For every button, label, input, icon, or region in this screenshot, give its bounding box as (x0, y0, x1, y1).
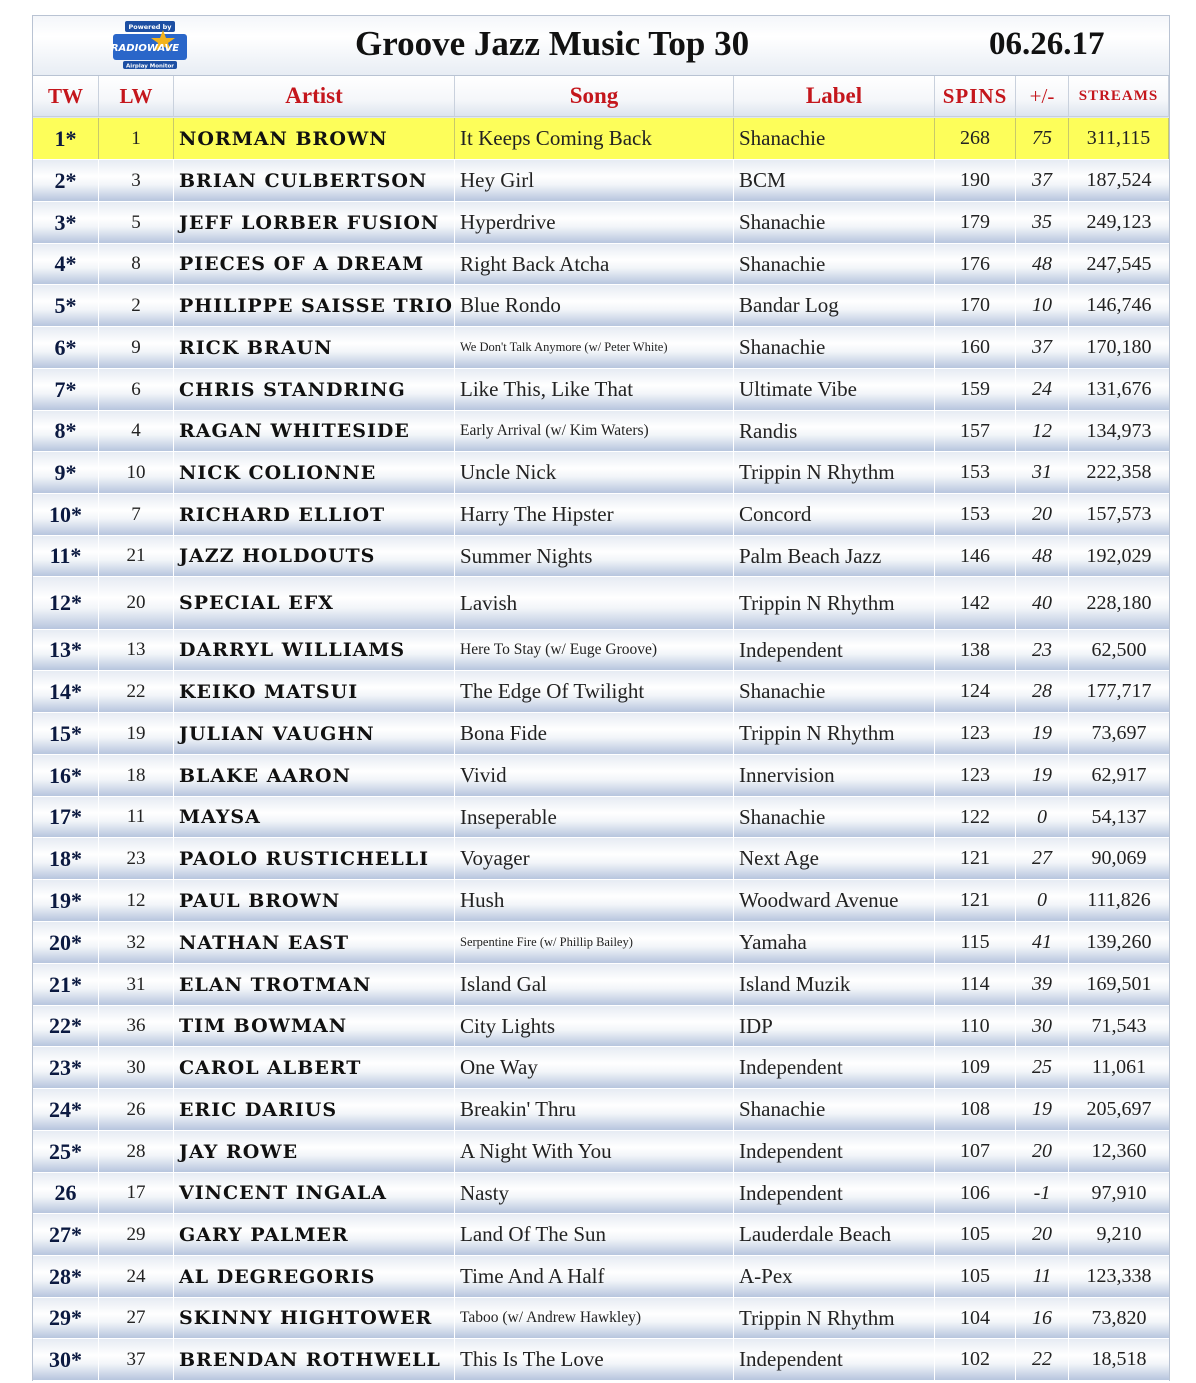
table-row (33, 494, 1169, 536)
table-row (33, 630, 1169, 671)
cell-lw: 21 (99, 536, 174, 576)
cell-label: Yamaha (734, 922, 935, 963)
cell-spins: 107 (935, 1131, 1016, 1172)
cell-diff: 23 (1016, 630, 1069, 670)
cell-artist: ELAN TROTMAN (174, 964, 455, 1005)
column-header-tw: TW (33, 76, 99, 116)
cell-diff: 16 (1016, 1298, 1069, 1338)
cell-diff: 19 (1016, 755, 1069, 796)
table-row (33, 880, 1169, 922)
cell-label: Independent (734, 1339, 935, 1380)
cell-tw: 21* (33, 964, 99, 1005)
cell-label: Independent (734, 630, 935, 670)
cell-artist: CHRIS STANDRING (174, 369, 455, 410)
cell-label: Independent (734, 1131, 935, 1172)
cell-diff: 25 (1016, 1047, 1069, 1088)
cell-streams: 54,137 (1091, 805, 1147, 828)
radiowave-logo (111, 20, 189, 70)
table-row (33, 202, 1169, 244)
cell-song: Here To Stay (w/ Euge Groove) (455, 630, 734, 670)
cell-spins: 153 (935, 452, 1016, 493)
cell-spins: 106 (935, 1173, 1016, 1213)
cell-label: Woodward Avenue (734, 880, 935, 921)
cell-label: Innervision (734, 755, 935, 796)
cell-song: Inseperable (455, 797, 734, 837)
cell-spins: 176 (935, 244, 1016, 284)
cell-lw: 29 (99, 1214, 174, 1255)
cell-song: Harry The Hipster (455, 494, 734, 535)
cell-artist: VINCENT INGALA (174, 1173, 455, 1213)
cell-lw: 26 (99, 1089, 174, 1130)
cell-spins: 157 (935, 411, 1016, 451)
cell-label: Independent (734, 1173, 935, 1213)
cell-song: Vivid (455, 755, 734, 796)
cell-label: Randis (734, 411, 935, 451)
cell-label: Shanachie (734, 202, 935, 243)
cell-tw: 29* (33, 1298, 99, 1338)
cell-streams: 62,917 (1091, 764, 1147, 786)
cell-artist: JULIAN VAUGHN (174, 713, 455, 754)
chart-table (32, 15, 1170, 1381)
cell-spins: 110 (935, 1006, 1016, 1046)
cell-lw: 31 (99, 964, 174, 1005)
cell-label: Independent (734, 1047, 935, 1088)
cell-spins: 123 (935, 713, 1016, 754)
cell-tw: 16* (33, 755, 99, 796)
cell-lw: 5 (99, 202, 174, 243)
table-row (33, 285, 1169, 327)
table-row (33, 536, 1169, 577)
cell-tw: 9* (33, 452, 99, 493)
cell-spins: 108 (935, 1089, 1016, 1130)
cell-lw: 28 (99, 1131, 174, 1172)
cell-spins: 170 (935, 285, 1016, 326)
table-row (33, 411, 1169, 452)
cell-label: Trippin N Rhythm (734, 1298, 935, 1338)
cell-spins: 138 (935, 630, 1016, 670)
cell-streams: 177,717 (1086, 680, 1152, 702)
cell-artist: AL DEGREGORIS (174, 1256, 455, 1297)
cell-tw: 7* (33, 369, 99, 410)
cell-lw: 4 (99, 411, 174, 451)
table-row (33, 452, 1169, 494)
cell-song: Early Arrival (w/ Kim Waters) (455, 411, 734, 451)
table-row (33, 1298, 1169, 1339)
cell-diff: 35 (1016, 202, 1069, 243)
cell-artist: RAGAN WHITESIDE (174, 411, 455, 451)
cell-lw: 23 (99, 838, 174, 879)
cell-artist: BRIAN CULBERTSON (174, 160, 455, 201)
cell-diff: 24 (1016, 369, 1069, 410)
cell-diff: 48 (1016, 244, 1069, 284)
cell-tw: 1* (33, 118, 99, 159)
cell-spins: 142 (935, 577, 1016, 629)
logo-airplay-monitor: Airplay Monitor (126, 63, 174, 70)
table-row (33, 1339, 1169, 1381)
title-bar (33, 16, 1169, 76)
chart-date: 06.26.17 (989, 26, 1105, 62)
cell-lw: 3 (99, 160, 174, 201)
table-row (33, 755, 1169, 797)
cell-spins: 190 (935, 160, 1016, 201)
cell-label: Shanachie (734, 327, 935, 368)
cell-streams: 111,826 (1087, 889, 1151, 911)
cell-spins: 153 (935, 494, 1016, 535)
cell-streams: 134,973 (1086, 419, 1152, 442)
column-header-diff: +/- (1016, 76, 1069, 116)
cell-song: Lavish (455, 577, 734, 629)
cell-label: Island Muzik (734, 964, 935, 1005)
cell-artist: JAY ROWE (174, 1131, 455, 1172)
cell-artist: BRENDAN ROTHWELL (174, 1339, 455, 1380)
cell-song: Breakin' Thru (455, 1089, 734, 1130)
cell-song: It Keeps Coming Back (455, 118, 734, 159)
cell-tw: 26 (33, 1173, 99, 1213)
cell-diff: 19 (1016, 1089, 1069, 1130)
logo-radiowave: RADIOWAVE (111, 43, 180, 54)
cell-diff: 19 (1016, 713, 1069, 754)
cell-streams: 311,115 (1069, 118, 1169, 159)
cell-streams: 205,697 (1086, 1098, 1152, 1120)
table-row (33, 327, 1169, 369)
cell-streams: 146,746 (1086, 294, 1152, 316)
cell-song: One Way (455, 1047, 734, 1088)
cell-lw: 2 (99, 285, 174, 326)
cell-lw: 30 (99, 1047, 174, 1088)
cell-song: Land Of The Sun (455, 1214, 734, 1255)
cell-tw: 18* (33, 838, 99, 879)
cell-streams: 18,518 (1091, 1348, 1147, 1370)
cell-lw: 22 (99, 671, 174, 712)
cell-tw: 28* (33, 1256, 99, 1297)
cell-lw: 9 (99, 327, 174, 368)
cell-tw: 5* (33, 285, 99, 326)
cell-artist: SPECIAL EFX (174, 577, 455, 629)
cell-lw: 8 (99, 244, 174, 284)
cell-streams: 90,069 (1091, 847, 1147, 869)
cell-diff: 20 (1016, 1131, 1069, 1172)
cell-streams: 131,676 (1086, 378, 1152, 400)
cell-artist: SKINNY HIGHTOWER (174, 1298, 455, 1338)
cell-lw: 7 (99, 494, 174, 535)
cell-spins: 268 (935, 118, 1016, 159)
cell-streams: 73,820 (1091, 1306, 1147, 1329)
cell-label: Shanachie (734, 797, 935, 837)
cell-lw: 27 (99, 1298, 174, 1338)
cell-spins: 109 (935, 1047, 1016, 1088)
cell-diff: 28 (1016, 671, 1069, 712)
cell-diff: 40 (1016, 577, 1069, 629)
table-row (33, 838, 1169, 880)
cell-tw: 13* (33, 630, 99, 670)
cell-label: Bandar Log (734, 285, 935, 326)
cell-song: A Night With You (455, 1131, 734, 1172)
table-row (33, 577, 1169, 630)
cell-spins: 105 (935, 1256, 1016, 1297)
cell-song: City Lights (455, 1006, 734, 1046)
cell-streams: 139,260 (1086, 931, 1152, 953)
cell-tw: 15* (33, 713, 99, 754)
cell-song: Island Gal (455, 964, 734, 1005)
column-header-spins: SPINS (935, 76, 1016, 116)
table-row (33, 244, 1169, 285)
cell-song: The Edge Of Twilight (455, 671, 734, 712)
cell-artist: JEFF LORBER FUSION (174, 202, 455, 243)
cell-streams: 170,180 (1086, 336, 1152, 358)
cell-streams: 228,180 (1086, 591, 1152, 614)
cell-diff: 75 (1016, 118, 1069, 159)
cell-lw: 11 (99, 797, 174, 837)
cell-spins: 160 (935, 327, 1016, 368)
cell-label: Lauderdale Beach (734, 1214, 935, 1255)
cell-diff: 0 (1016, 880, 1069, 921)
cell-song: Hyperdrive (455, 202, 734, 243)
cell-streams: 169,501 (1086, 973, 1152, 995)
cell-tw: 10* (33, 494, 99, 535)
cell-diff: 20 (1016, 494, 1069, 535)
cell-artist: PAOLO RUSTICHELLI (174, 838, 455, 879)
cell-diff: 48 (1016, 536, 1069, 576)
cell-tw: 30* (33, 1339, 99, 1380)
cell-label: IDP (734, 1006, 935, 1046)
cell-song: This Is The Love (455, 1339, 734, 1380)
cell-diff: 11 (1016, 1256, 1069, 1297)
cell-song: Blue Rondo (455, 285, 734, 326)
cell-tw: 20* (33, 922, 99, 963)
cell-artist: NICK COLIONNE (174, 452, 455, 493)
cell-tw: 14* (33, 671, 99, 712)
cell-label: Shanachie (734, 118, 935, 159)
cell-diff: 27 (1016, 838, 1069, 879)
cell-spins: 123 (935, 755, 1016, 796)
cell-song: Voyager (455, 838, 734, 879)
cell-artist: BLAKE AARON (174, 755, 455, 796)
cell-artist: PAUL BROWN (174, 880, 455, 921)
column-header-song: Song (455, 76, 734, 116)
cell-artist: NATHAN EAST (174, 922, 455, 963)
cell-diff: -1 (1016, 1173, 1069, 1213)
cell-song: Bona Fide (455, 713, 734, 754)
cell-song: We Don't Talk Anymore (w/ Peter White) (455, 327, 734, 368)
cell-song: Taboo (w/ Andrew Hawkley) (455, 1298, 734, 1338)
cell-tw: 25* (33, 1131, 99, 1172)
column-header-streams: STREAMS (1069, 76, 1169, 116)
cell-artist: CAROL ALBERT (174, 1047, 455, 1088)
table-row (33, 1047, 1169, 1089)
cell-song: Time And A Half (455, 1256, 734, 1297)
cell-tw: 23* (33, 1047, 99, 1088)
cell-lw: 12 (99, 880, 174, 921)
cell-diff: 30 (1016, 1006, 1069, 1046)
cell-label: Concord (734, 494, 935, 535)
cell-diff: 10 (1016, 285, 1069, 326)
cell-streams: 249,123 (1086, 211, 1152, 233)
header-row (33, 76, 1169, 117)
cell-artist: NORMAN BROWN (174, 118, 455, 159)
table-row (33, 922, 1169, 964)
cell-spins: 105 (935, 1214, 1016, 1255)
cell-streams: 247,545 (1086, 252, 1152, 275)
cell-lw: 32 (99, 922, 174, 963)
column-header-artist: Artist (174, 76, 455, 116)
cell-song: Right Back Atcha (455, 244, 734, 284)
cell-artist: PHILIPPE SAISSE TRIO (174, 285, 455, 326)
table-row (33, 713, 1169, 755)
cell-label: Trippin N Rhythm (734, 713, 935, 754)
cell-song: Serpentine Fire (w/ Phillip Bailey) (455, 922, 734, 963)
cell-streams: 73,697 (1091, 722, 1147, 744)
cell-streams: 192,029 (1086, 544, 1152, 567)
cell-spins: 146 (935, 536, 1016, 576)
column-header-lw: LW (99, 76, 174, 116)
cell-diff: 39 (1016, 964, 1069, 1005)
table-row (33, 1089, 1169, 1131)
table-row (33, 1006, 1169, 1047)
cell-diff: 31 (1016, 452, 1069, 493)
cell-label: Next Age (734, 838, 935, 879)
cell-tw: 11* (33, 536, 99, 576)
table-row (33, 1256, 1169, 1298)
cell-song: Like This, Like That (455, 369, 734, 410)
cell-label: Ultimate Vibe (734, 369, 935, 410)
table-row (33, 160, 1169, 202)
cell-streams: 62,500 (1091, 638, 1147, 661)
cell-artist: PIECES OF A DREAM (174, 244, 455, 284)
cell-artist: GARY PALMER (174, 1214, 455, 1255)
cell-label: Trippin N Rhythm (734, 577, 935, 629)
cell-tw: 12* (33, 577, 99, 629)
cell-spins: 102 (935, 1339, 1016, 1380)
cell-diff: 0 (1016, 797, 1069, 837)
cell-song: Nasty (455, 1173, 734, 1213)
cell-lw: 36 (99, 1006, 174, 1046)
cell-tw: 4* (33, 244, 99, 284)
cell-tw: 6* (33, 327, 99, 368)
cell-spins: 159 (935, 369, 1016, 410)
cell-streams: 187,524 (1086, 169, 1152, 191)
cell-artist: RICK BRAUN (174, 327, 455, 368)
cell-artist: ERIC DARIUS (174, 1089, 455, 1130)
cell-label: A-Pex (734, 1256, 935, 1297)
cell-diff: 20 (1016, 1214, 1069, 1255)
cell-tw: 8* (33, 411, 99, 451)
cell-diff: 37 (1016, 160, 1069, 201)
logo-powered-by: Powered by (128, 23, 172, 31)
cell-tw: 17* (33, 797, 99, 837)
cell-spins: 104 (935, 1298, 1016, 1338)
table-row (33, 1131, 1169, 1173)
table-row (33, 118, 1169, 160)
cell-tw: 24* (33, 1089, 99, 1130)
table-row (33, 1173, 1169, 1214)
cell-song: Hey Girl (455, 160, 734, 201)
cell-lw: 13 (99, 630, 174, 670)
cell-spins: 114 (935, 964, 1016, 1005)
cell-spins: 179 (935, 202, 1016, 243)
cell-lw: 19 (99, 713, 174, 754)
cell-lw: 20 (99, 577, 174, 629)
cell-tw: 19* (33, 880, 99, 921)
cell-diff: 22 (1016, 1339, 1069, 1380)
cell-label: Trippin N Rhythm (734, 452, 935, 493)
cell-diff: 37 (1016, 327, 1069, 368)
cell-diff: 12 (1016, 411, 1069, 451)
cell-lw: 24 (99, 1256, 174, 1297)
cell-lw: 37 (99, 1339, 174, 1380)
cell-diff: 41 (1016, 922, 1069, 963)
cell-artist: RICHARD ELLIOT (174, 494, 455, 535)
cell-artist: DARRYL WILLIAMS (174, 630, 455, 670)
cell-tw: 27* (33, 1214, 99, 1255)
cell-song: Summer Nights (455, 536, 734, 576)
cell-lw: 6 (99, 369, 174, 410)
cell-streams: 157,573 (1086, 503, 1152, 525)
cell-streams: 71,543 (1091, 1014, 1147, 1037)
cell-artist: MAYSA (174, 797, 455, 837)
cell-spins: 121 (935, 838, 1016, 879)
table-row (33, 964, 1169, 1006)
table-row (33, 1214, 1169, 1256)
cell-streams: 222,358 (1086, 461, 1152, 483)
cell-streams: 123,338 (1086, 1265, 1152, 1287)
cell-lw: 17 (99, 1173, 174, 1213)
cell-lw: 10 (99, 452, 174, 493)
cell-spins: 124 (935, 671, 1016, 712)
cell-streams: 12,360 (1091, 1140, 1147, 1162)
cell-label: Shanachie (734, 1089, 935, 1130)
cell-streams: 9,210 (1096, 1223, 1142, 1245)
cell-tw: 2* (33, 160, 99, 201)
chart-title: Groove Jazz Music Top 30 (355, 24, 750, 63)
cell-tw: 22* (33, 1006, 99, 1046)
cell-song: Uncle Nick (455, 452, 734, 493)
table-row (33, 671, 1169, 713)
cell-lw: 18 (99, 755, 174, 796)
cell-label: Shanachie (734, 244, 935, 284)
cell-label: Palm Beach Jazz (734, 536, 935, 576)
cell-artist: JAZZ HOLDOUTS (174, 536, 455, 576)
cell-streams: 11,061 (1091, 1056, 1147, 1078)
cell-label: BCM (734, 160, 935, 201)
column-header-label: Label (734, 76, 935, 116)
cell-tw: 3* (33, 202, 99, 243)
cell-artist: TIM BOWMAN (174, 1006, 455, 1046)
cell-spins: 115 (935, 922, 1016, 963)
cell-streams: 97,910 (1091, 1181, 1147, 1204)
cell-lw: 1 (99, 118, 174, 159)
table-row (33, 797, 1169, 838)
cell-spins: 122 (935, 797, 1016, 837)
cell-song: Hush (455, 880, 734, 921)
cell-label: Shanachie (734, 671, 935, 712)
cell-spins: 121 (935, 880, 1016, 921)
table-row (33, 369, 1169, 411)
cell-artist: KEIKO MATSUI (174, 671, 455, 712)
